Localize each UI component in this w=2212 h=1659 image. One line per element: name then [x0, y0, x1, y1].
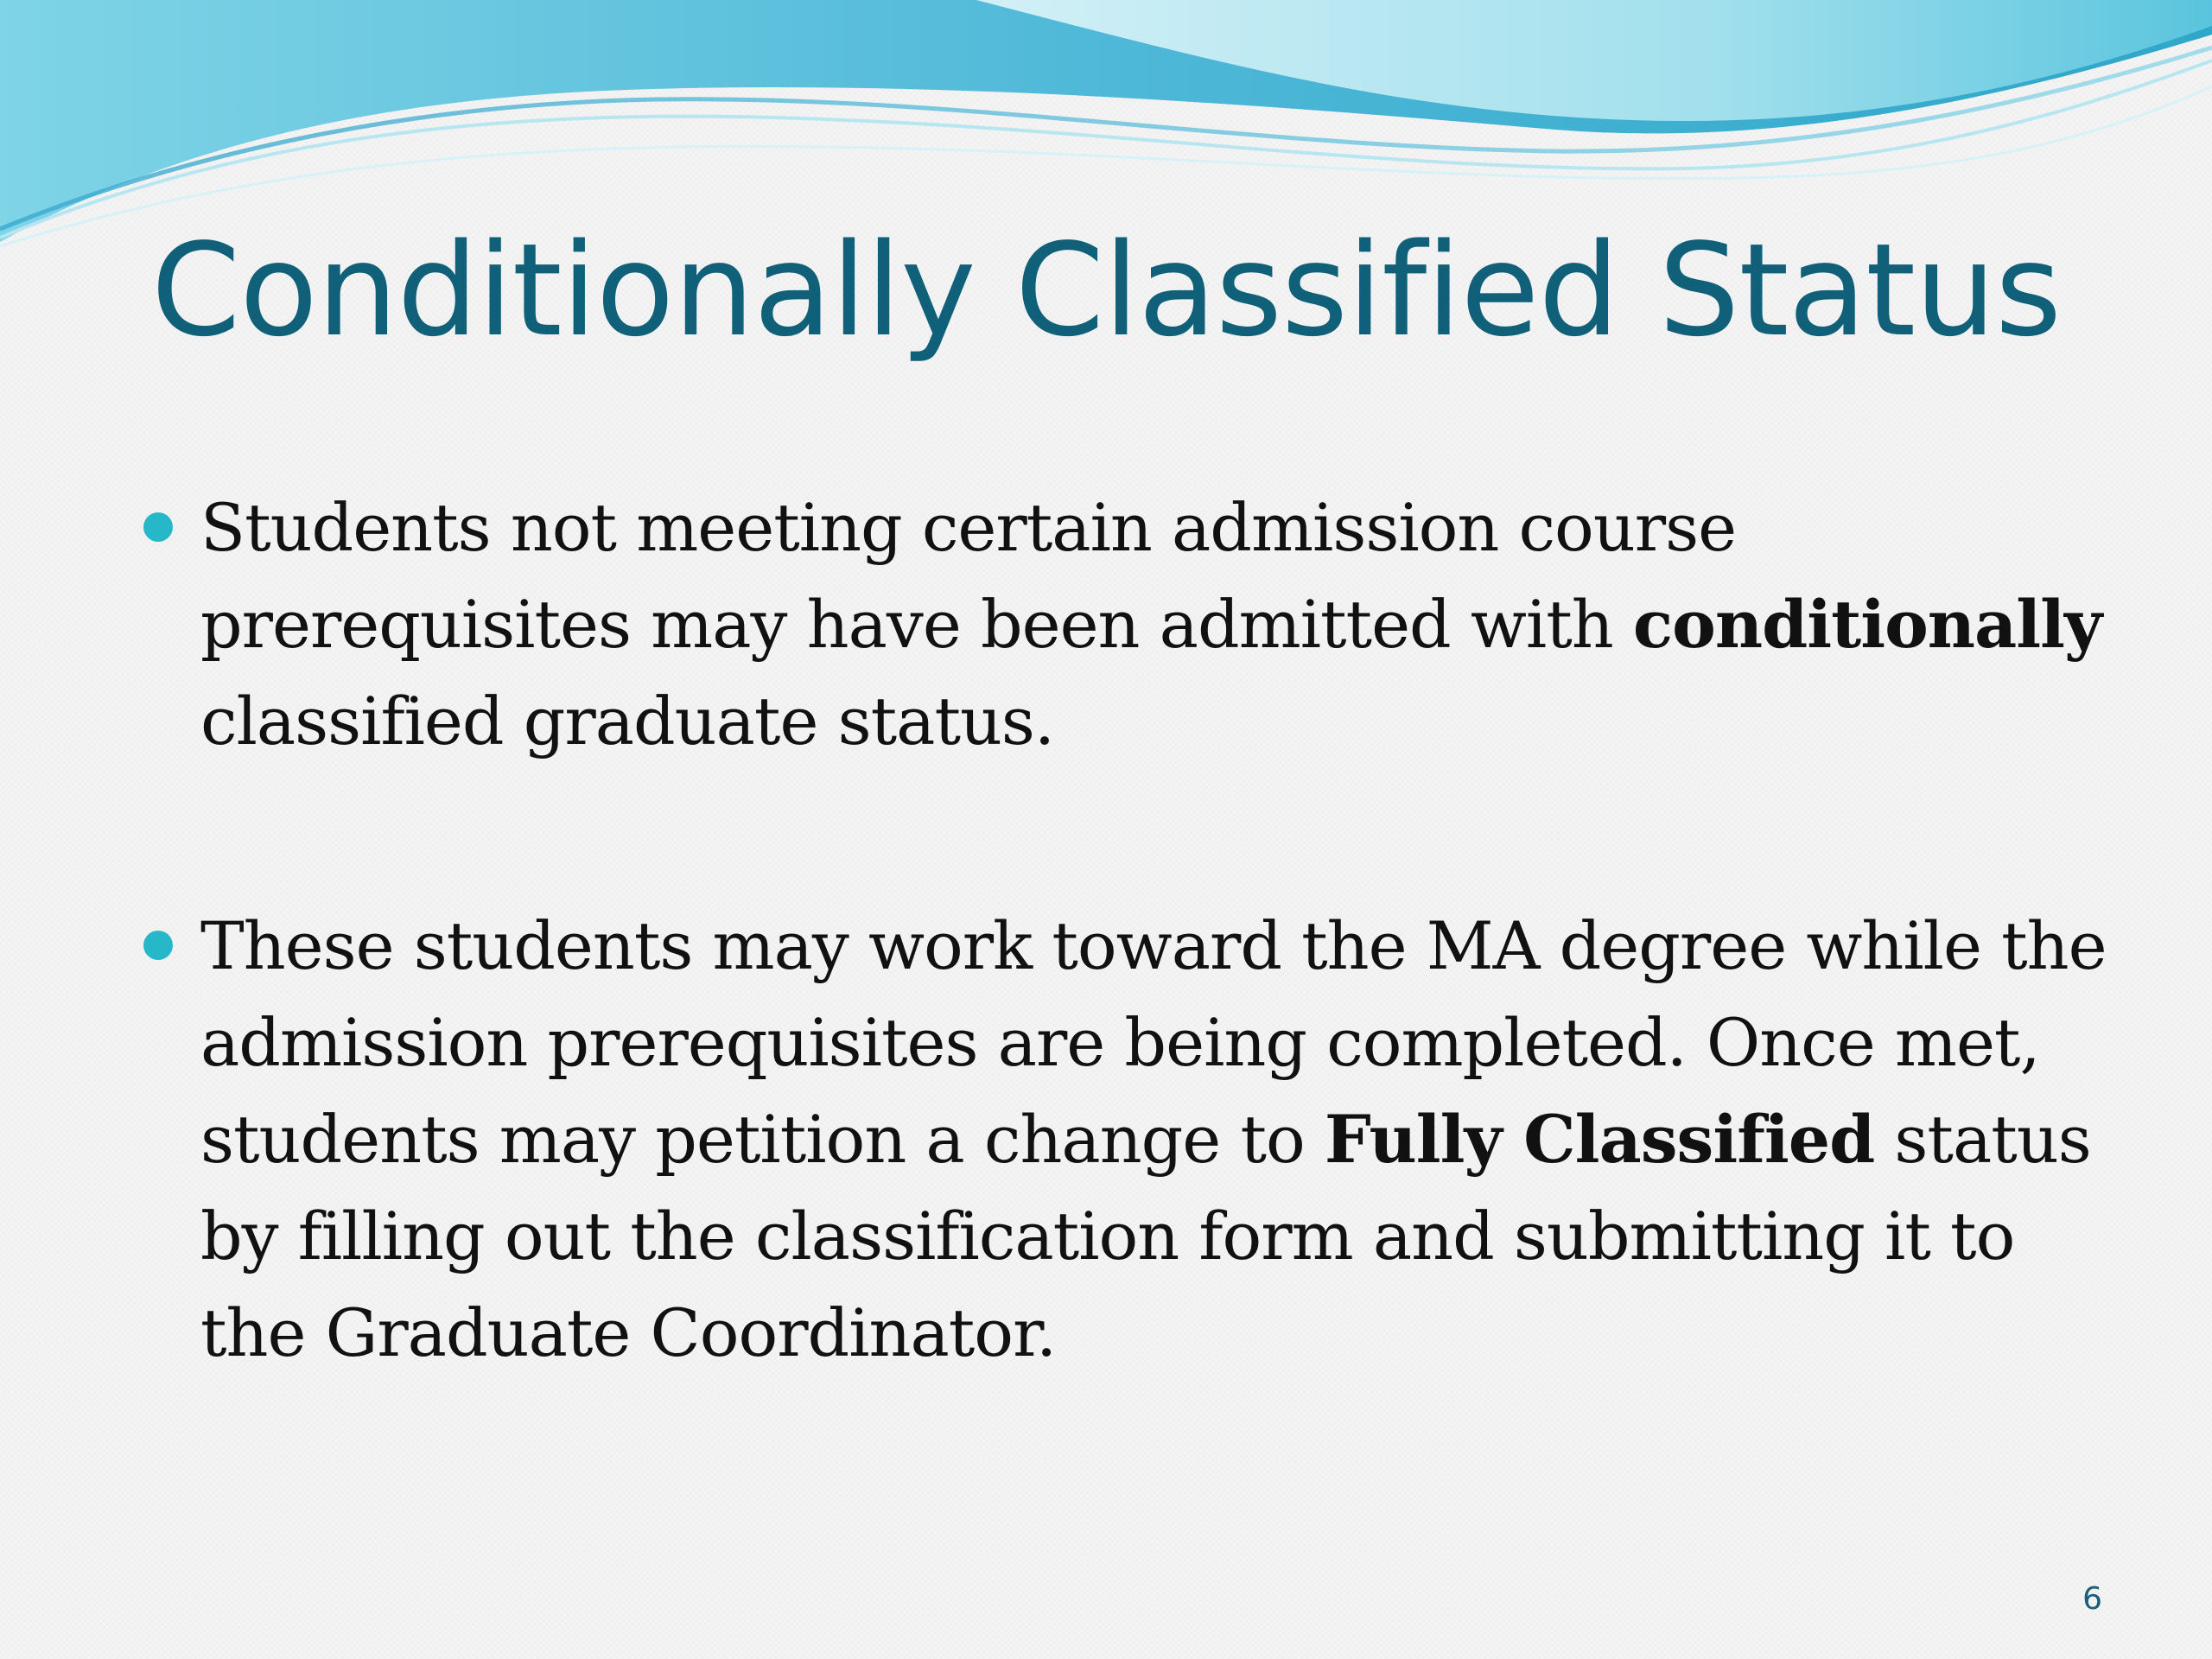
- bullet-text-segment: classified graduate status.: [200, 683, 1055, 760]
- bullet-text-bold: Fully Classified: [1324, 1101, 1875, 1178]
- bullet-text-segment: These students may work toward the MA degree while the admission prerequisites are being completed. Once met, students may petition a change to: [200, 907, 2107, 1178]
- bullet-list: [138, 480, 2108, 1382]
- bullet-text-segment: status by filling out the classification form and submitting it to the Graduate Coordinator.: [200, 1101, 2091, 1371]
- page-number: 6: [2082, 1581, 2102, 1617]
- bullet-marker-icon: [143, 931, 173, 960]
- bullet-text-segment: Students not meeting certain admission course prerequisites may have been admitted with: [200, 489, 1737, 663]
- bullet-marker-icon: [143, 512, 173, 542]
- slide-title: Conditionally Classified Status: [150, 216, 2062, 365]
- bullet-item: [138, 898, 2108, 1382]
- bullet-item: [138, 480, 2108, 770]
- bullet-text-bold: conditionally: [1632, 586, 2102, 663]
